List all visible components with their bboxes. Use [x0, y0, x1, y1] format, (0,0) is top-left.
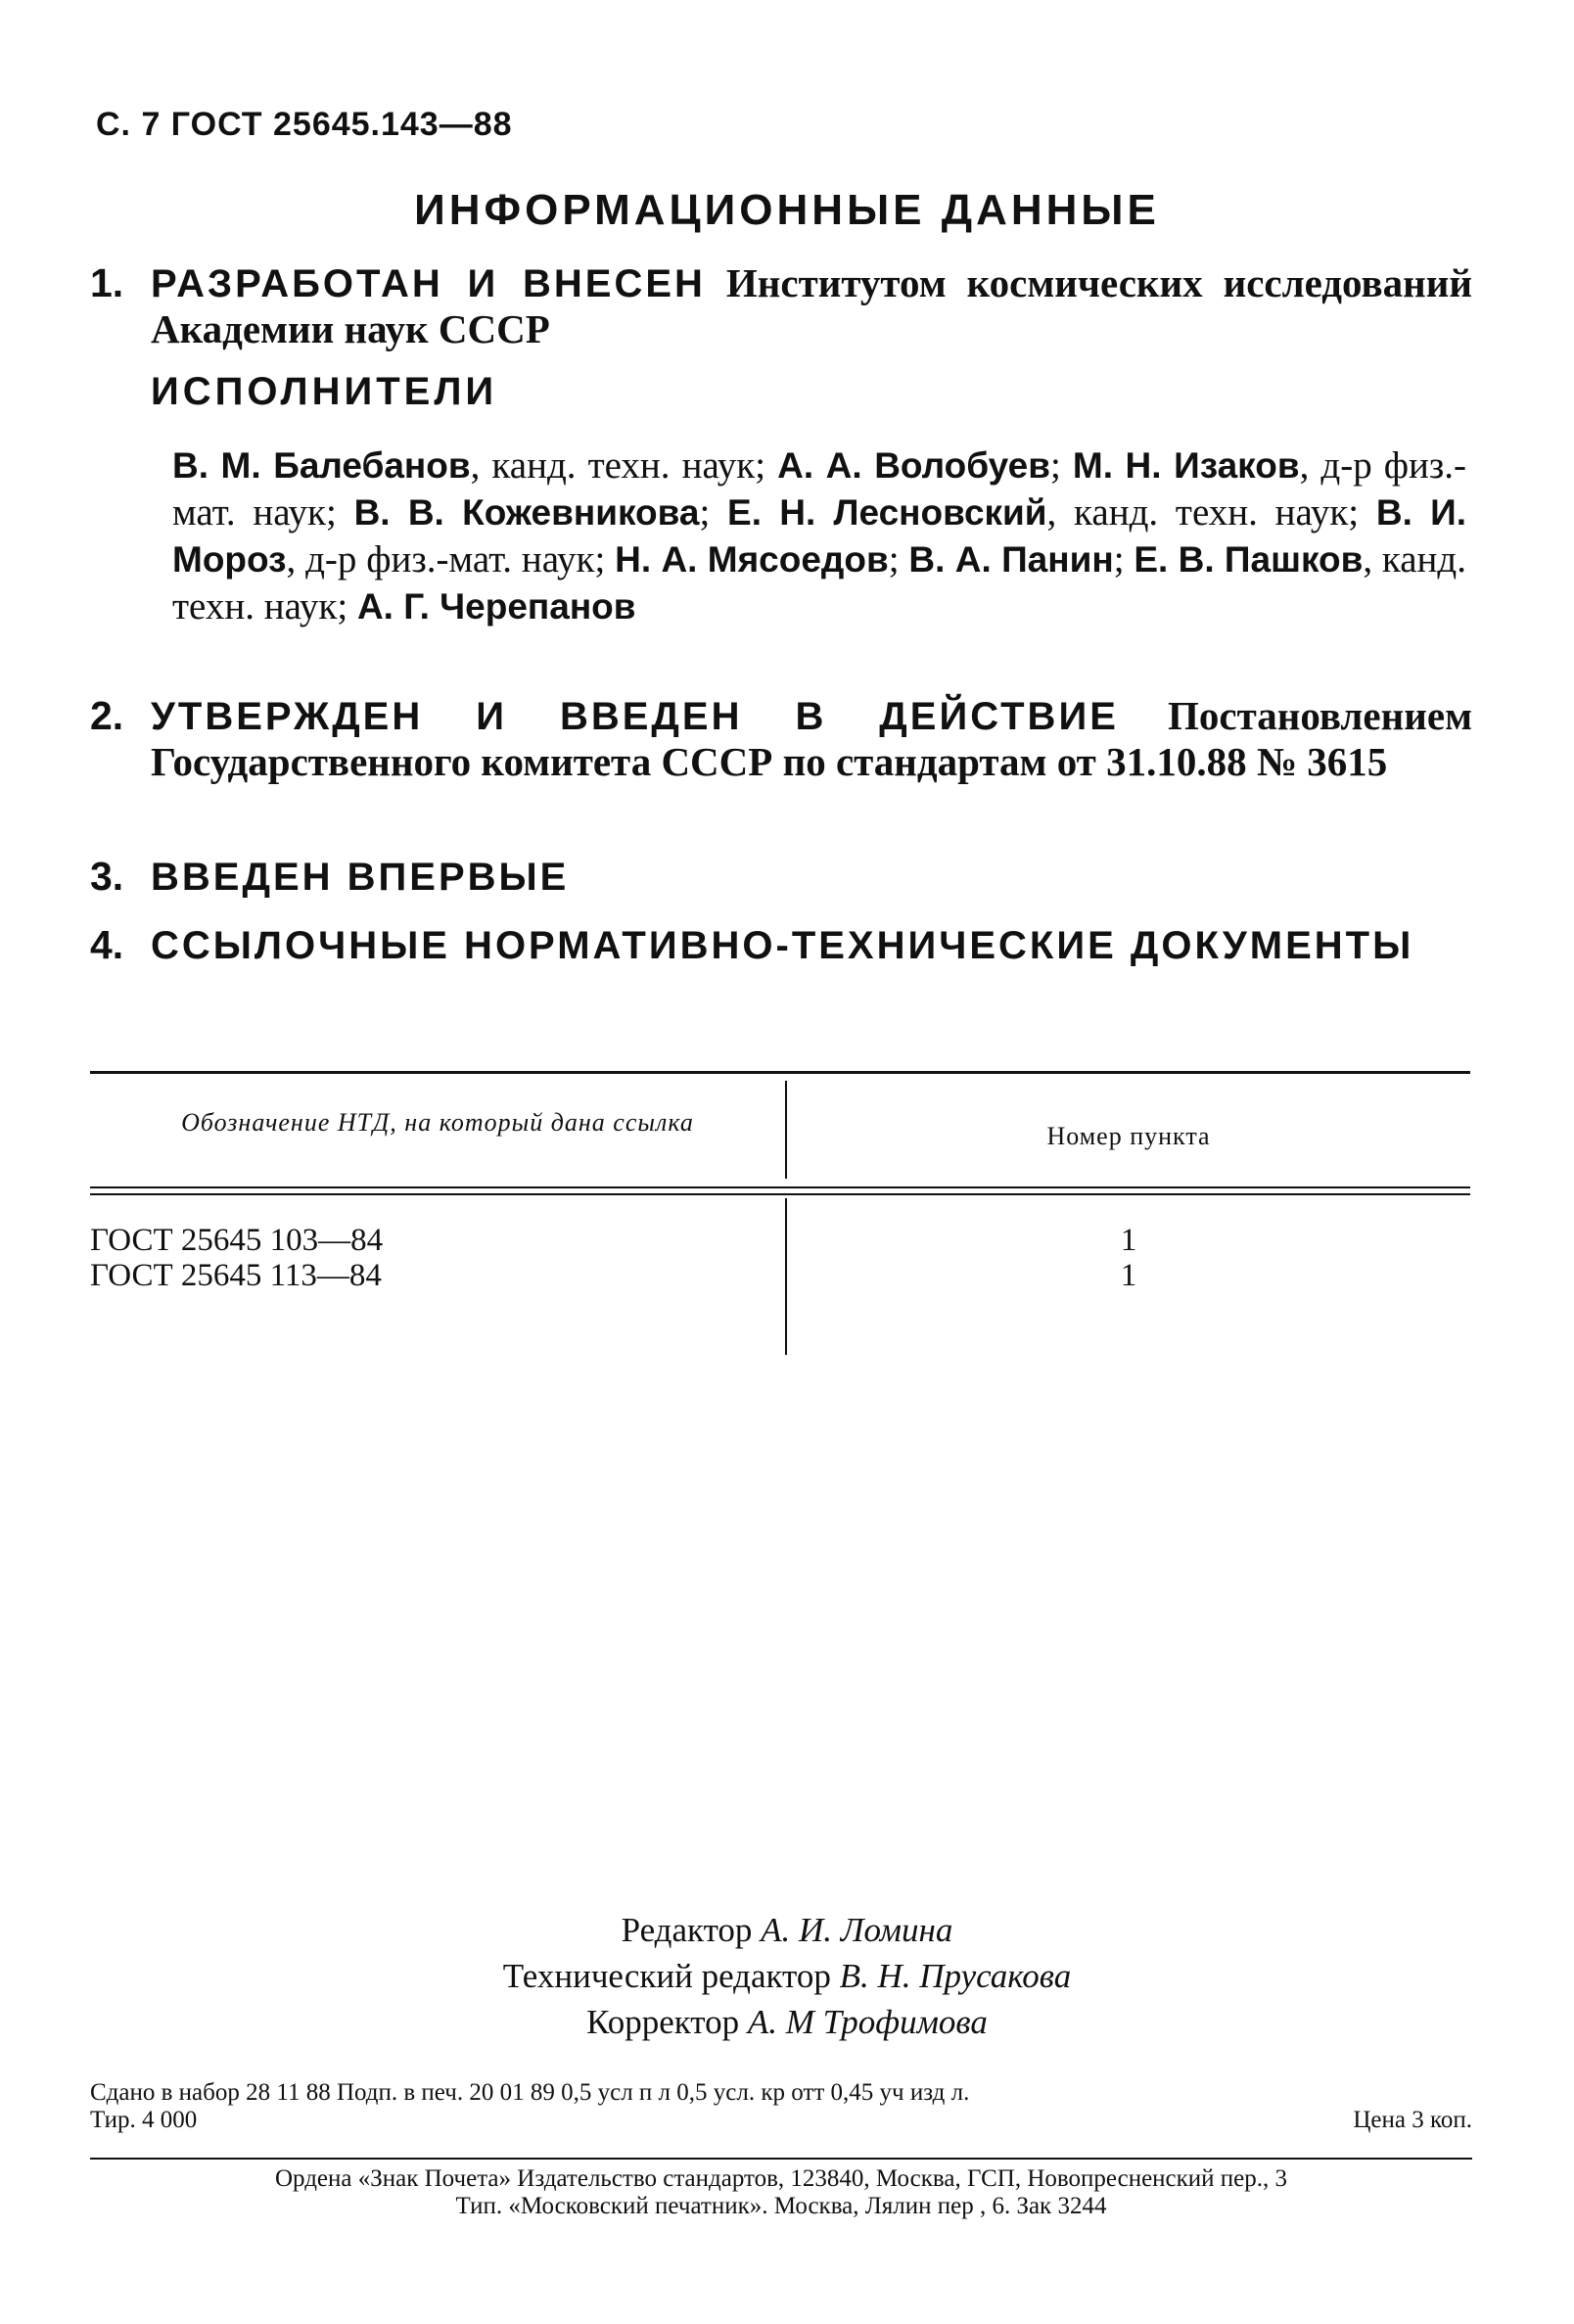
performer-role: , канд. техн. наук;	[1046, 491, 1376, 534]
performer-name: А. А. Волобуев	[777, 445, 1051, 486]
performer-role: ;	[1050, 444, 1073, 487]
performer-role: ;	[888, 538, 909, 581]
item-2	[90, 693, 1472, 784]
table-header-document: Обозначение НТД, на который дана ссылка	[181, 1108, 694, 1137]
print-run-row	[90, 2107, 1472, 2134]
item-caps: ВВЕДЕН ВПЕРВЫЕ	[151, 856, 570, 899]
performer-role: , д-р физ.-мат. наук;	[172, 444, 1467, 534]
corrector-label: Корректор	[586, 2003, 740, 2041]
performers-heading: ИСПОЛНИТЕЛИ	[151, 370, 498, 413]
item-text: Постановлением Государственного комитета СССР по стандартам от 31.10.88 № 3615	[151, 693, 1472, 784]
reference-table	[90, 1071, 1470, 1355]
table-header-clause: Номер пункта	[1046, 1122, 1211, 1150]
tech-editor-line	[0, 1953, 1574, 1999]
publisher-line: Ордена «Знак Почета» Издательство стандартов, 123840, Москва, ГСП, Новопресненский пер., 3	[274, 2165, 1288, 2192]
performer-name: Е. В. Пашков	[1134, 539, 1364, 580]
table-header-rule-double	[90, 1193, 1470, 1195]
performer-role: , канд. техн. наук;	[470, 444, 778, 487]
table-cell-clause: 1	[1120, 1258, 1137, 1293]
performer-name: А. Г. Черепанов	[356, 586, 636, 627]
performer-name: В. В. Кожевникова	[353, 492, 700, 533]
document-title: ИНФОРМАЦИОННЫЕ ДАННЫЕ	[414, 186, 1160, 234]
imprint-divider	[90, 2158, 1472, 2160]
performer-role: , канд. техн. наук;	[172, 538, 1467, 627]
tech-editor-name: В. Н. Прусакова	[839, 1957, 1072, 1995]
item-caps: ССЫЛОЧНЫЕ НОРМАТИВНО-ТЕХНИЧЕСКИЕ ДОКУМЕНТЫ	[151, 924, 1414, 967]
performer-name: В. М. Балебанов	[172, 445, 471, 486]
performer-role: , д-р физ.-мат. наук;	[286, 538, 616, 581]
print-run: Тир. 4 000	[90, 2107, 198, 2133]
item-caps: РАЗРАБОТАН И ВНЕСЕН	[151, 262, 706, 305]
page-header: С. 7 ГОСТ 25645.143—88	[96, 106, 513, 143]
item-number: 1.	[90, 260, 124, 305]
price: Цена 3 коп.	[1353, 2107, 1472, 2133]
item-number: 2.	[90, 693, 124, 738]
printer-line: Тип. «Московский печатник». Москва, Лялин пер , 6. Зак 3244	[455, 2193, 1107, 2219]
performer-name: В. А. Панин	[908, 539, 1114, 580]
item-caps: УТВЕРЖДЕН И ВВЕДЕН В ДЕЙСТВИЕ	[151, 695, 1119, 738]
item-number: 3.	[90, 854, 124, 899]
print-details	[90, 2079, 1472, 2134]
item-1	[90, 260, 1472, 351]
performer-name: В. И. Мороз	[172, 492, 1467, 580]
editor-line	[0, 1907, 1574, 1953]
item-number: 4.	[90, 922, 124, 967]
item-4	[90, 922, 1472, 968]
corrector-line	[0, 1999, 1574, 2045]
print-details-line: Сдано в набор 28 11 88 Подп. в печ. 20 01 89 0,5 усл п л 0,5 усл. кр отт 0,45 уч изд л.	[90, 2079, 970, 2106]
performer-name: Н. А. Мясоедов	[615, 539, 889, 580]
table-cell-document: ГОСТ 25645 113—84	[90, 1258, 382, 1293]
table-cell-clause: 1	[1120, 1223, 1137, 1258]
tech-editor-label: Технический редактор	[502, 1957, 831, 1995]
performer-role: ;	[699, 491, 728, 534]
performer-role: ;	[1113, 538, 1134, 581]
editor-name: А. И. Ломина	[761, 1911, 953, 1949]
publisher-info	[90, 2165, 1472, 2220]
performer-name: М. Н. Изаков	[1072, 445, 1300, 486]
credits	[0, 1907, 1574, 2045]
table-top-rule	[90, 1071, 1470, 1074]
table-header-rule	[90, 1186, 1470, 1188]
item-text: Институтом космических исследований Академии наук СССР	[151, 260, 1473, 351]
corrector-name: А. М Трофимова	[747, 2003, 988, 2041]
performer-name: Е. Н. Лесновский	[727, 492, 1047, 533]
performers-list	[172, 442, 1466, 630]
item-3	[90, 854, 1472, 900]
editor-label: Редактор	[621, 1911, 753, 1949]
table-cell-document: ГОСТ 25645 103—84	[90, 1223, 384, 1258]
